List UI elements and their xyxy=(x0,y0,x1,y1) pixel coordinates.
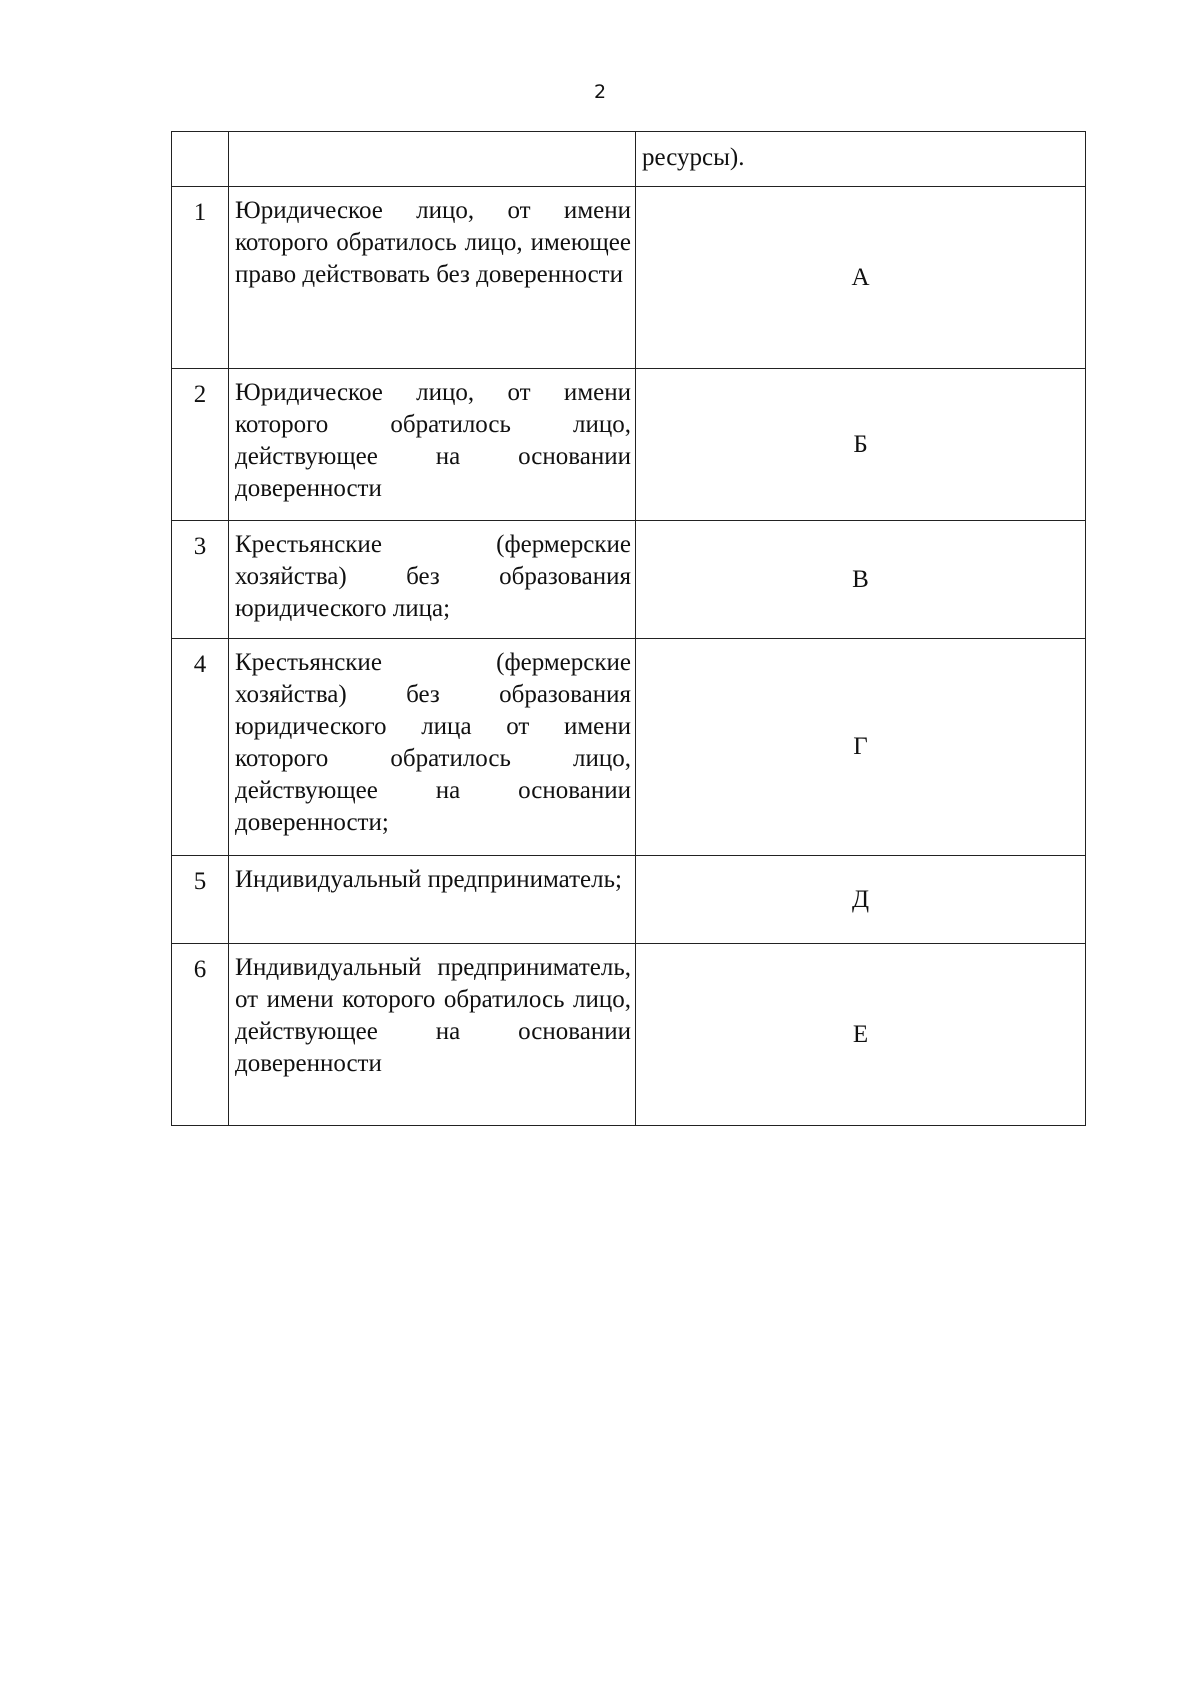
table-row xyxy=(172,856,1086,944)
row-code: Г xyxy=(636,639,1086,856)
table-row xyxy=(172,639,1086,856)
table-row xyxy=(172,944,1086,1126)
row-code: В xyxy=(636,521,1086,639)
row-description: Индивидуальный предприниматель; xyxy=(229,856,636,944)
row-description: Юридическое лицо, от имени которого обратилось лицо, имеющее право действовать без доверенности xyxy=(229,187,636,369)
row-code: А xyxy=(636,187,1086,369)
row-code: Б xyxy=(636,369,1086,521)
page-number: 2 xyxy=(593,81,607,103)
row-number: 2 xyxy=(172,369,229,521)
row-number: 4 xyxy=(172,639,229,856)
applicant-categories-table xyxy=(171,131,1086,1126)
row-description: Крестьянские (фермерские хозяйства) без образования юридического лица; xyxy=(229,521,636,639)
table-row-continuation xyxy=(172,132,1086,187)
table-row xyxy=(172,369,1086,521)
row-code: Д xyxy=(636,856,1086,944)
table-row xyxy=(172,521,1086,639)
row-code: Е xyxy=(636,944,1086,1126)
row-description: Индивидуальный предприниматель, от имени которого обратилось лицо, действующее на основании доверенности xyxy=(229,944,636,1126)
table-cell-desc-empty xyxy=(229,132,636,187)
row-number: 3 xyxy=(172,521,229,639)
row-number: 6 xyxy=(172,944,229,1126)
table-cell-continuation: ресурсы). xyxy=(636,132,1086,187)
row-number: 1 xyxy=(172,187,229,369)
table-row xyxy=(172,187,1086,369)
table-cell-num-empty xyxy=(172,132,229,187)
row-number: 5 xyxy=(172,856,229,944)
row-description: Крестьянские (фермерские хозяйства) без образования юридического лица от имени которого обратилось лицо, действующее на основании доверенности; xyxy=(229,639,636,856)
row-description: Юридическое лицо, от имени которого обратилось лицо, действующее на основании доверенности xyxy=(229,369,636,521)
